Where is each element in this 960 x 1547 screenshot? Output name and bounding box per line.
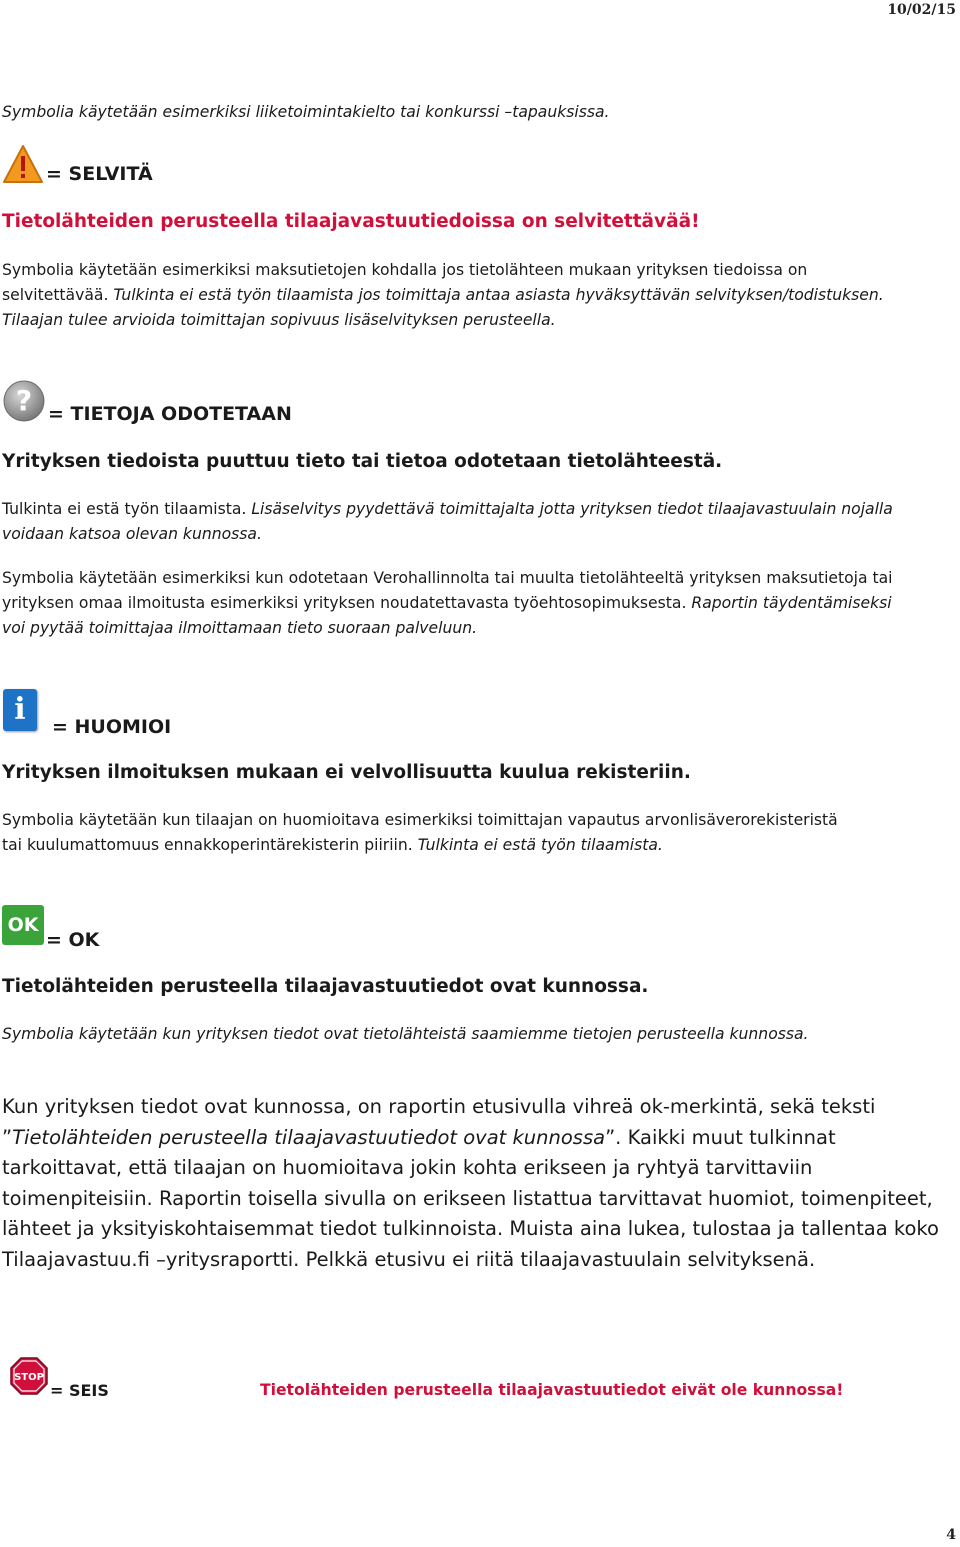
huomioi-heading: Yrityksen ilmoituksen mukaan ei velvollisuutta kuulua rekisteriin. bbox=[2, 762, 691, 783]
ok-badge-icon: OK bbox=[2, 905, 44, 945]
stop-sign-icon bbox=[10, 1357, 48, 1395]
warning-triangle-icon bbox=[2, 143, 44, 185]
stop-sign-text: STOP bbox=[14, 1372, 44, 1383]
tietoja-body-4: Raportin täydentämiseksi voi pyytää toimittajaa ilmoittamaan tieto suoraan palveluun. bbox=[2, 594, 892, 637]
selvita-body bbox=[2, 258, 902, 333]
summary-part-2: Tietolähteiden perusteella tilaajavastuutiedot ovat kunnossa bbox=[12, 1125, 606, 1149]
page-date: 10/02/15 bbox=[887, 2, 956, 18]
summary-paragraph bbox=[2, 1092, 942, 1275]
ok-body: Symbolia käytetään kun yrityksen tiedot ovat tietolähteistä saamiemme tietojen perusteella kunnossa. bbox=[2, 1025, 809, 1043]
huomioi-body-1: Symbolia käytetään kun tilaajan on huomioitava esimerkiksi toimittajan vapautus arvonlisäverorekisteristä tai kuulumattomuus ennakkoperintärekisterin piiriin. bbox=[2, 811, 838, 854]
selvita-body-1: Symbolia käytetään esimerkiksi maksutietojen kohdalla jos tietolähteen mukaan yrityksen tiedoissa on selvitettävää. bbox=[2, 261, 808, 304]
selvita-label: = SELVITÄ bbox=[46, 163, 153, 185]
selvita-heading: Tietolähteiden perusteella tilaajavastuutiedoissa on selvitettävää! bbox=[2, 211, 700, 232]
summary-part-1: Kun yrityksen tiedot ovat kunnossa, on raportin etusivulla vihreä ok-merkintä, sekä teksti ” bbox=[2, 1095, 876, 1149]
seis-heading: Tietolähteiden perusteella tilaajavastuutiedot eivät ole kunnossa! bbox=[260, 1381, 844, 1399]
selvita-body-3: Tilaajan tulee arvioida toimittajan sopivuus lisäselvityksen perusteella. bbox=[2, 311, 556, 329]
intro-text: Symbolia käytetään esimerkiksi liiketoimintakielto tai konkurssi –tapauksissa. bbox=[2, 103, 610, 121]
tietoja-heading: Yrityksen tiedoista puuttuu tieto tai tietoa odotetaan tietolähteestä. bbox=[2, 451, 723, 472]
tietoja-body-1: Tulkinta ei estä työn tilaamista. bbox=[2, 500, 247, 518]
ok-heading: Tietolähteiden perusteella tilaajavastuutiedot ovat kunnossa. bbox=[2, 976, 649, 997]
svg-text:?: ? bbox=[15, 384, 33, 417]
tietoja-body-b bbox=[2, 566, 902, 641]
huomioi-body bbox=[2, 808, 862, 858]
page-number: 4 bbox=[946, 1527, 956, 1543]
seis-label: = SEIS bbox=[50, 1381, 109, 1400]
summary-part-3: ”. Kaikki muut tulkinnat tarkoittavat, että tilaajan on huomioitava jokin kohta erikseen ja ryhtyä tarvittaviin toimenpiteisiin. Raportin toisella sivulla on erikseen listattua tarvittavat huomiot, toimenpiteet, lähteet ja yksityiskohtaisemmat tiedot tulkinnoista. Muista aina lukea, tulostaa ja tallentaa koko Tilaajavastuu.fi –yritysraportti. Pelkkä etusivu ei riitä tilaajavastuulain selvityksenä. bbox=[2, 1125, 939, 1271]
huomioi-label: = HUOMIOI bbox=[52, 716, 172, 738]
question-mark-icon bbox=[2, 379, 46, 423]
selvita-body-2: Tulkinta ei estä työn tilaamista jos toimittaja antaa asiasta hyväksyttävän selvityksen/todistuksen. bbox=[113, 286, 884, 304]
tietoja-body-3: Symbolia käytetään esimerkiksi kun odotetaan Verohallinnolta tai muulta tietolähteeltä yrityksen maksutietoja tai yrityksen omaa ilmoitusta esimerkiksi yrityksen noudatettavasta työehtosopimuksesta. bbox=[2, 569, 893, 612]
huomioi-body-2: Tulkinta ei estä työn tilaamista. bbox=[417, 836, 663, 854]
info-icon: i bbox=[3, 689, 37, 731]
tietoja-label: = TIETOJA ODOTETAAN bbox=[48, 403, 292, 425]
tietoja-body-a bbox=[2, 497, 902, 547]
ok-label: = OK bbox=[46, 929, 100, 951]
tietoja-body-2: Lisäselvitys pyydettävä toimittajalta jotta yrityksen tiedot tilaajavastuulain nojalla voidaan katsoa olevan kunnossa. bbox=[2, 500, 893, 543]
